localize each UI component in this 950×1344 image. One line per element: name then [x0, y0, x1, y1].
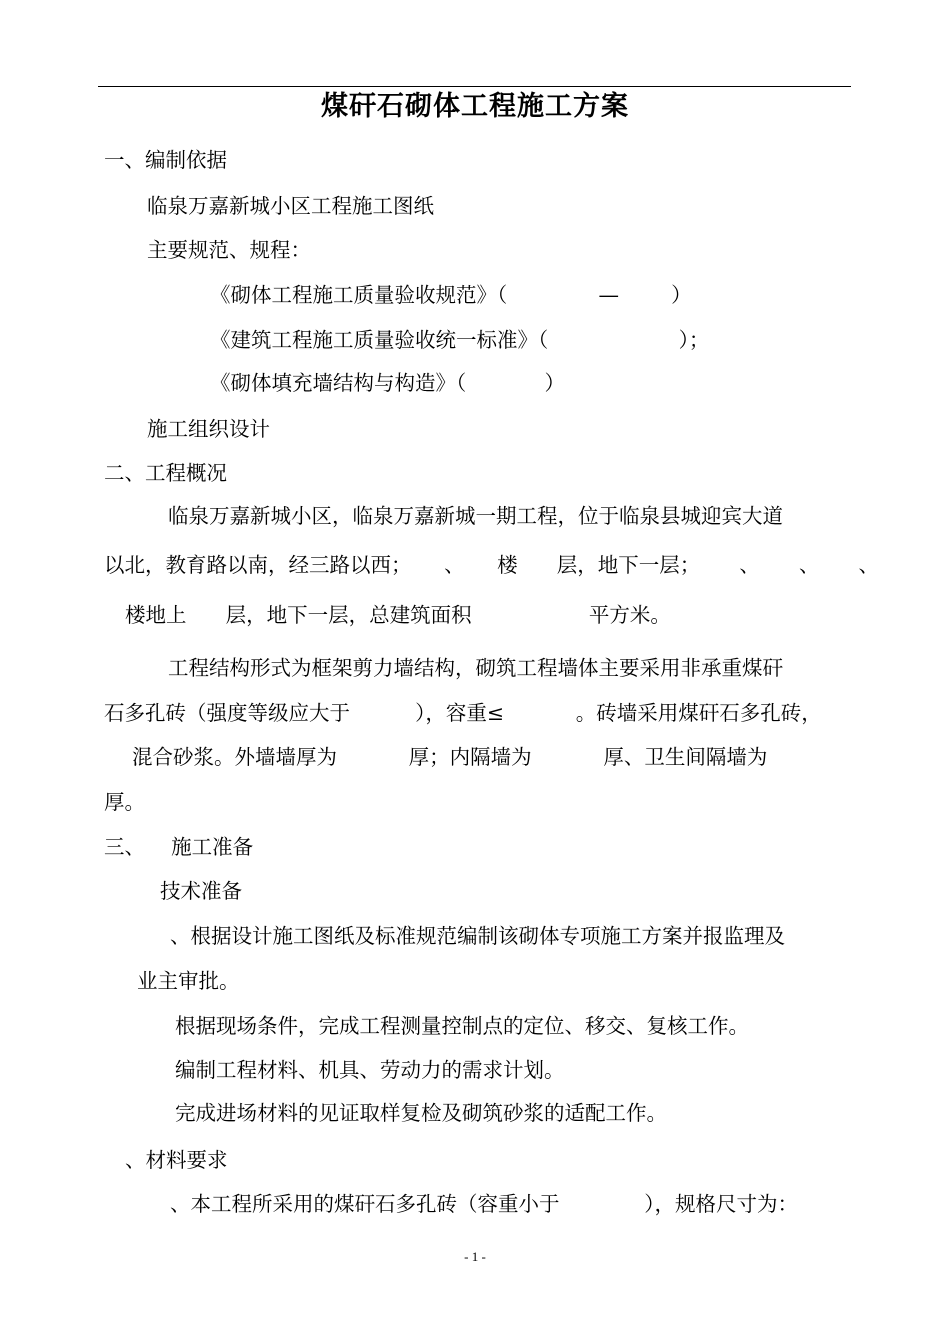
- technical-item-2: 根据现场条件，完成工程测量控制点的定位、移交、复核工作。: [175, 1014, 749, 1038]
- subheading-technical: 技术准备: [160, 879, 242, 903]
- overview-line-1: 临泉万嘉新城小区，临泉万嘉新城一期工程，位于临泉县城迎宾大道: [168, 504, 783, 528]
- structure-line-1: 工程结构形式为框架剪力墙结构，砌筑工程墙体主要采用非承重煤矸: [168, 656, 783, 680]
- basis-construction-design: 施工组织设计: [147, 417, 270, 441]
- overview-line-3: 楼地上 层，地下一层，总建筑面积 平方米。: [125, 603, 671, 627]
- materials-item-1: 、本工程所采用的煤矸石多孔砖（容重小于 ），规格尺寸为：: [170, 1192, 798, 1216]
- basis-standards: 主要规范、规程：: [147, 238, 311, 262]
- standard-infill-wall: 《砌体填充墙结构与构造》（ ）: [210, 371, 565, 395]
- technical-item-4: 完成进场材料的见证取样复检及砌筑砂浆的适配工作。: [175, 1101, 667, 1125]
- basis-drawings: 临泉万嘉新城小区工程施工图纸: [147, 194, 434, 218]
- overview-line-2: 以北，教育路以南，经三路以西； 、 楼 层，地下一层； 、 、 、: [104, 553, 880, 577]
- technical-item-3: 编制工程材料、机具、劳动力的需求计划。: [175, 1058, 565, 1082]
- document-title: 煤矸石砌体工程施工方案: [321, 91, 629, 122]
- technical-item-1: 、根据设计施工图纸及标准规范编制该砌体专项施工方案并报监理及: [170, 924, 785, 948]
- heading-overview: 二、工程概况: [104, 461, 227, 485]
- standard-unified-acceptance: 《建筑工程施工质量验收统一标准》（ ）；: [210, 328, 710, 352]
- standard-masonry-acceptance: 《砌体工程施工质量验收规范》（ — ）: [210, 283, 692, 307]
- technical-item-1-cont: 业主审批。: [137, 969, 240, 993]
- subheading-materials: 、材料要求: [125, 1148, 228, 1172]
- page-number: - 1 -: [464, 1249, 486, 1264]
- heading-basis: 一、编制依据: [104, 148, 227, 172]
- structure-line-4: 厚。: [104, 790, 145, 814]
- structure-line-3: 混合砂浆。外墙墙厚为 厚；内隔墙为 厚、卫生间隔墙为: [132, 745, 768, 769]
- heading-preparation: 三、 施工准备: [104, 835, 254, 859]
- structure-line-2: 石多孔砖（强度等级应大于 ），容重≤ 。砖墙采用煤矸石多孔砖，: [104, 701, 822, 725]
